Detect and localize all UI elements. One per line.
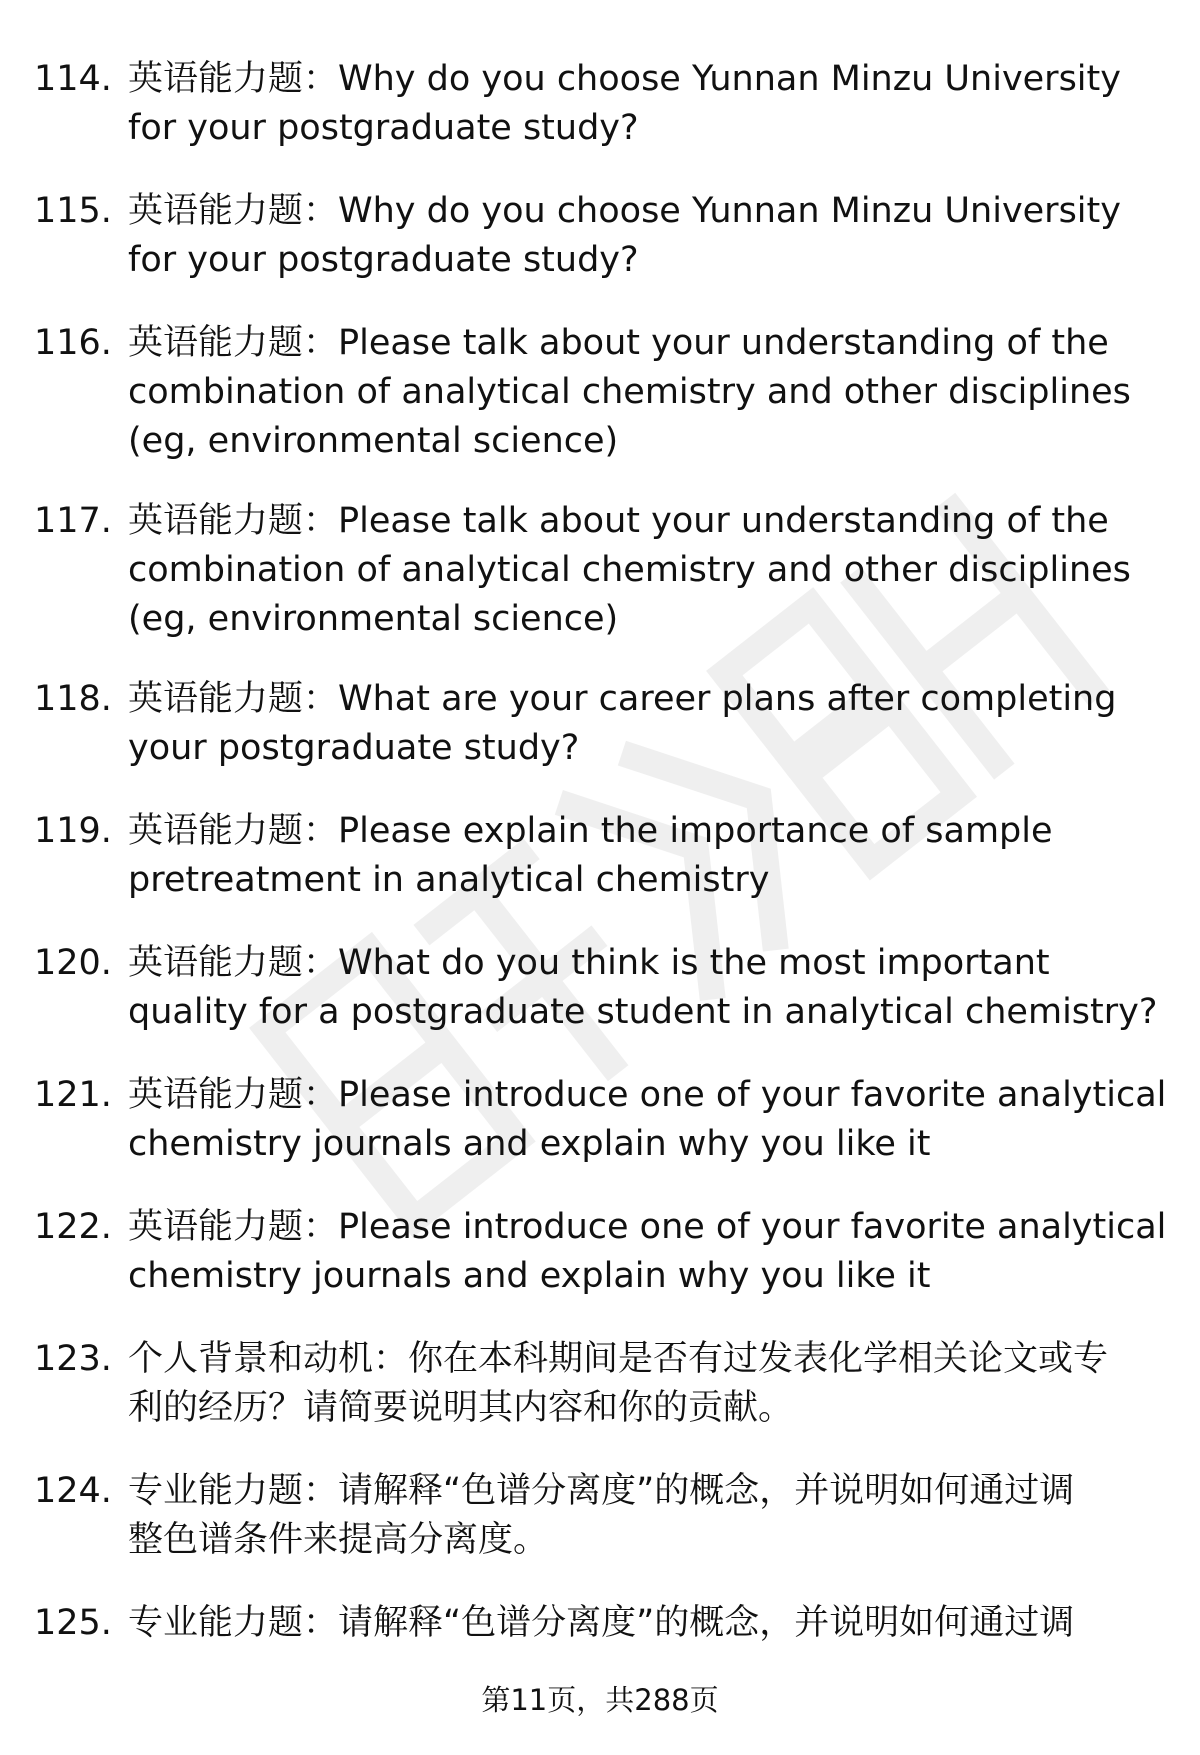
question-number: 116. <box>34 323 112 363</box>
question-text <box>128 319 1168 466</box>
question-line: 专业能力题：请解释“色谱分离度”的概念，并说明如何通过调 <box>128 1603 1075 1643</box>
question-line: 英语能力题：Please introduce one of your favorite analytical <box>128 1207 1167 1247</box>
question-text <box>128 1203 1168 1301</box>
question-text <box>128 807 1168 905</box>
question-line: chemistry journals and explain why you like it <box>128 1124 931 1164</box>
question-line: for your postgraduate study? <box>128 108 639 148</box>
question-number: 121. <box>34 1075 112 1115</box>
question-number: 120. <box>34 943 112 983</box>
question-line: quality for a postgraduate student in analytical chemistry? <box>128 992 1158 1032</box>
question-line: (eg, environmental science) <box>128 599 619 639</box>
question-number: 122. <box>34 1207 112 1247</box>
question-text <box>128 497 1168 644</box>
question-number: 115. <box>34 191 112 231</box>
question-number: 117. <box>34 501 112 541</box>
question-line: for your postgraduate study? <box>128 240 639 280</box>
question-text <box>128 55 1168 153</box>
question-line: combination of analytical chemistry and other disciplines <box>128 372 1131 412</box>
question-number: 119. <box>34 811 112 851</box>
question-number: 118. <box>34 679 112 719</box>
question-line: 英语能力题：Please talk about your understanding of the <box>128 323 1109 363</box>
question-line: 英语能力题：Please introduce one of your favorite analytical <box>128 1075 1167 1115</box>
question-text <box>128 1335 1168 1433</box>
question-line: 英语能力题：What are your career plans after completing <box>128 679 1117 719</box>
question-text <box>128 1467 1168 1565</box>
question-line: (eg, environmental science) <box>128 421 619 461</box>
question-line: chemistry journals and explain why you like it <box>128 1256 931 1296</box>
question-line: 整色谱条件来提高分离度。 <box>128 1520 549 1560</box>
question-number: 123. <box>34 1339 112 1379</box>
question-line: 英语能力题：Why do you choose Yunnan Minzu University <box>128 191 1121 231</box>
question-line: 英语能力题：Why do you choose Yunnan Minzu University <box>128 59 1121 99</box>
question-line: your postgraduate study? <box>128 728 580 768</box>
question-number: 114. <box>34 59 112 99</box>
question-line: 英语能力题：Please talk about your understanding of the <box>128 501 1109 541</box>
question-text <box>128 675 1168 773</box>
page-footer <box>0 1680 1200 1720</box>
question-text <box>128 939 1168 1037</box>
question-line: pretreatment in analytical chemistry <box>128 860 770 900</box>
question-line: 专业能力题：请解释“色谱分离度”的概念，并说明如何通过调 <box>128 1471 1075 1511</box>
question-text <box>128 1071 1168 1169</box>
question-line: combination of analytical chemistry and other disciplines <box>128 550 1131 590</box>
question-line: 利的经历？请简要说明其内容和你的贡献。 <box>128 1388 794 1428</box>
question-number: 124. <box>34 1471 112 1511</box>
question-line: 英语能力题：Please explain the importance of sample <box>128 811 1053 851</box>
question-text <box>128 187 1168 285</box>
question-line: 英语能力题：What do you think is the most important <box>128 943 1050 983</box>
page-number-label: 第11页，共288页 <box>481 1683 719 1717</box>
question-number: 125. <box>34 1603 112 1643</box>
question-text <box>128 1599 1168 1648</box>
question-line: 个人背景和动机：你在本科期间是否有过发表化学相关论文或专 <box>128 1339 1109 1379</box>
